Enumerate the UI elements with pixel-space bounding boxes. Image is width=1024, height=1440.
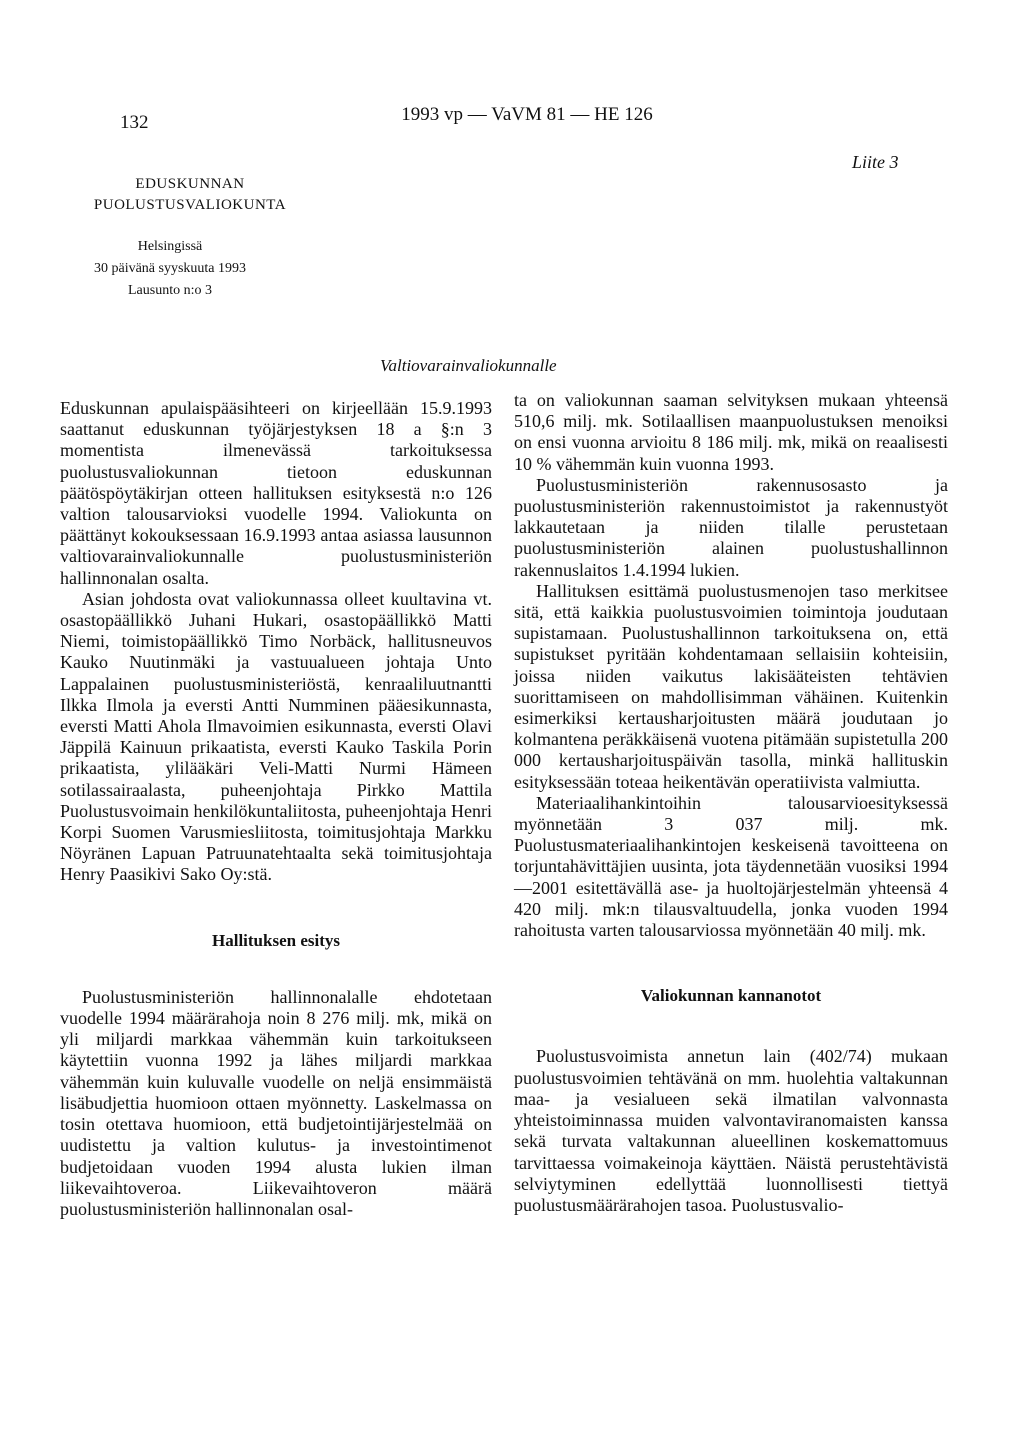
paragraph: Asian johdosta ovat valiokunnassa olleet kuultavina vt. osastopäällikkö Juhani Hukari, osastopäällikkö Matti Niemi, toimistopäällikkö Timo Norbäck, hallitusneuvos Kauko Nuutinmäki ja vastuualueen johtaja Unto Lappalainen puolustusministeriöstä, kenraaliluutnantti Ilkka Ilmola ja eversti Antti Numminen pääesikunnasta, eversti Matti Ahola Ilmavoimien esikunnasta, eversti Olavi Jäppilä Kainuun prikaatista, eversti Kauko Taskila Porin prikaatista, ylilääkäri Veli-Matti Nurmi Hämeen sotilassairaalasta, puheenjohtaja Pirkko Mattila Puolustusvoimain henkilökuntaliitosta, puheenjohtaja Henri Korpi Suomen Varusmiesliitosta, toimitusjohtaja Markku Nöyränen Lapuan Patruunatehtaalta sekä toimitusjohtaja Henry Paasikivi Sako Oy:stä. — [60, 588, 492, 885]
right-column — [514, 390, 948, 1216]
left-column — [60, 398, 492, 1220]
section-heading: Valiokunnan kannanotot — [640, 986, 822, 1006]
place: Helsingissä — [137, 239, 203, 254]
sender-line-2: PUOLUSTUSVALIOKUNTA — [93, 197, 287, 213]
sender-committee — [40, 174, 340, 216]
sender-line-1: EDUSKUNNAN — [135, 176, 245, 192]
section-heading: Hallituksen esitys — [212, 930, 340, 950]
addressee: Valtiovarainvaliokunnalle — [380, 356, 557, 375]
page-number: 132 — [120, 112, 149, 133]
paragraph: Eduskunnan apulaispääsihteeri on kirjeellään 15.9.1993 saattanut eduskunnan työjärjestyksen 18 a §:n 3 momentista ilmenevässä tarkoituksessa puolustusvaliokunnan tietoon eduskunnan päätöspöytäkirjan otteen hallituksen esityksestä n:o 126 valtion talousarvioksi vuodelle 1994. Valiokunta on päättänyt kokouksessaan 16.9.1993 antaa asiassa lausunnon valtiovarainvaliokunnalle puolustusministeriön hallinnonalan osalta. — [60, 398, 492, 588]
running-header: 1993 vp — VaVM 81 — HE 126 — [401, 104, 653, 125]
paragraph: Materiaalihankintoihin talousarvioesityksessä myönnetään 3 037 milj. mk. Puolustusmateriaalihankintojen keskeisenä tavoitteena on torjuntahävittäjien uusinta, jota täydennetään vuosiksi 1994—2001 esitettävällä ase- ja huoltojärjestelmän yhteensä 4 420 milj. mk:n tilausvaltuudella, jonka vuoden 1994 rahoitusta varten talousarviossa myönnetään 40 milj. mk. — [514, 792, 948, 941]
date: 30 päivänä syyskuuta 1993 — [93, 261, 247, 276]
paragraph: Puolustusministeriön hallinnonalalle ehdotetaan vuodelle 1994 määrärahoja noin 8 276 milj. mk, mikä on yli miljardi markkaa vähemmän kuin tarkoitukseen käytettiin vuonna 1992 ja lähes miljardi markkaa vähemmän kuin kuluvalle vuodelle on neljä ensimmäistä lisäbudjettia huomioon ottaen myönnetty. Laskelmassa on tosin otettava huomioon, että budjetointijärjestelmää on uudistettu ja valtion kulutus- ja investointimenot budjetoidaan vuoden 1994 alusta lukien ilman liikevaihtoveroa. Liikevaihtoveron määrä puolustusministeriön hallinnonalan osal- — [60, 986, 492, 1219]
statement-reference: Lausunto n:o 3 — [128, 283, 212, 298]
paragraph: ta on valiokunnan saaman selvityksen mukaan yhteensä 510,6 milj. mk. Sotilaallisen maanpuolustuksen menoiksi on ensi vuonna arvioitu 8 186 milj. mk, mikä on reaalisesti 10 % vähemmän kuin vuonna 1993. — [514, 390, 948, 474]
paragraph: Hallituksen esittämä puolustusmenojen taso merkitsee sitä, että kaikkia puolustusvoimien toimintoja joudutaan supistamaan. Puolustushallinnon tarkoituksena on, että supistukset pyritään kohdentamaan sellaisiin kohteisiin, joissa niiden vaikutus lakisääteisten tehtävien suorittamiseen on mahdollisimman vähäinen. Kuitenkin esimerkiksi kertausharjoitusten määrä joudutaan jo kolmantena peräkkäisenä vuotena pitämään supistetulla 200 000 kertausharjoituspäivän tasolla, minkä hallituskin esityksessään toteaa heikentävän operatiivista valmiutta. — [514, 580, 948, 792]
paragraph: Puolustusministeriön rakennusosasto ja puolustusministeriön rakennustoimistot ja rakennustyöt lakkautetaan ja niiden tilalle perustetaan puolustusministeriön alainen puolustushallinnon rakennuslaitos 1.4.1994 lukien. — [514, 474, 948, 580]
place-date-block — [0, 236, 340, 302]
paragraph: Puolustusvoimista annetun lain (402/74) mukaan puolustusvoimien tehtävänä on mm. huolehtia valtakunnan maa- ja vesialueen sekä ilmatilan valvonnasta yhteistoiminnassa muiden valvontaviranomaisten kanssa sekä turvata valtakunnan alueellinen koskemattomuus tarvittaessa voimakeinoja käyttäen. Näistä perustehtävistä selviytyminen edellyttää luonnollisesti tiettyä puolustusmäärärahojen tasoa. Puolustusvalio- — [514, 1046, 948, 1215]
annex-label: Liite 3 — [852, 152, 899, 172]
